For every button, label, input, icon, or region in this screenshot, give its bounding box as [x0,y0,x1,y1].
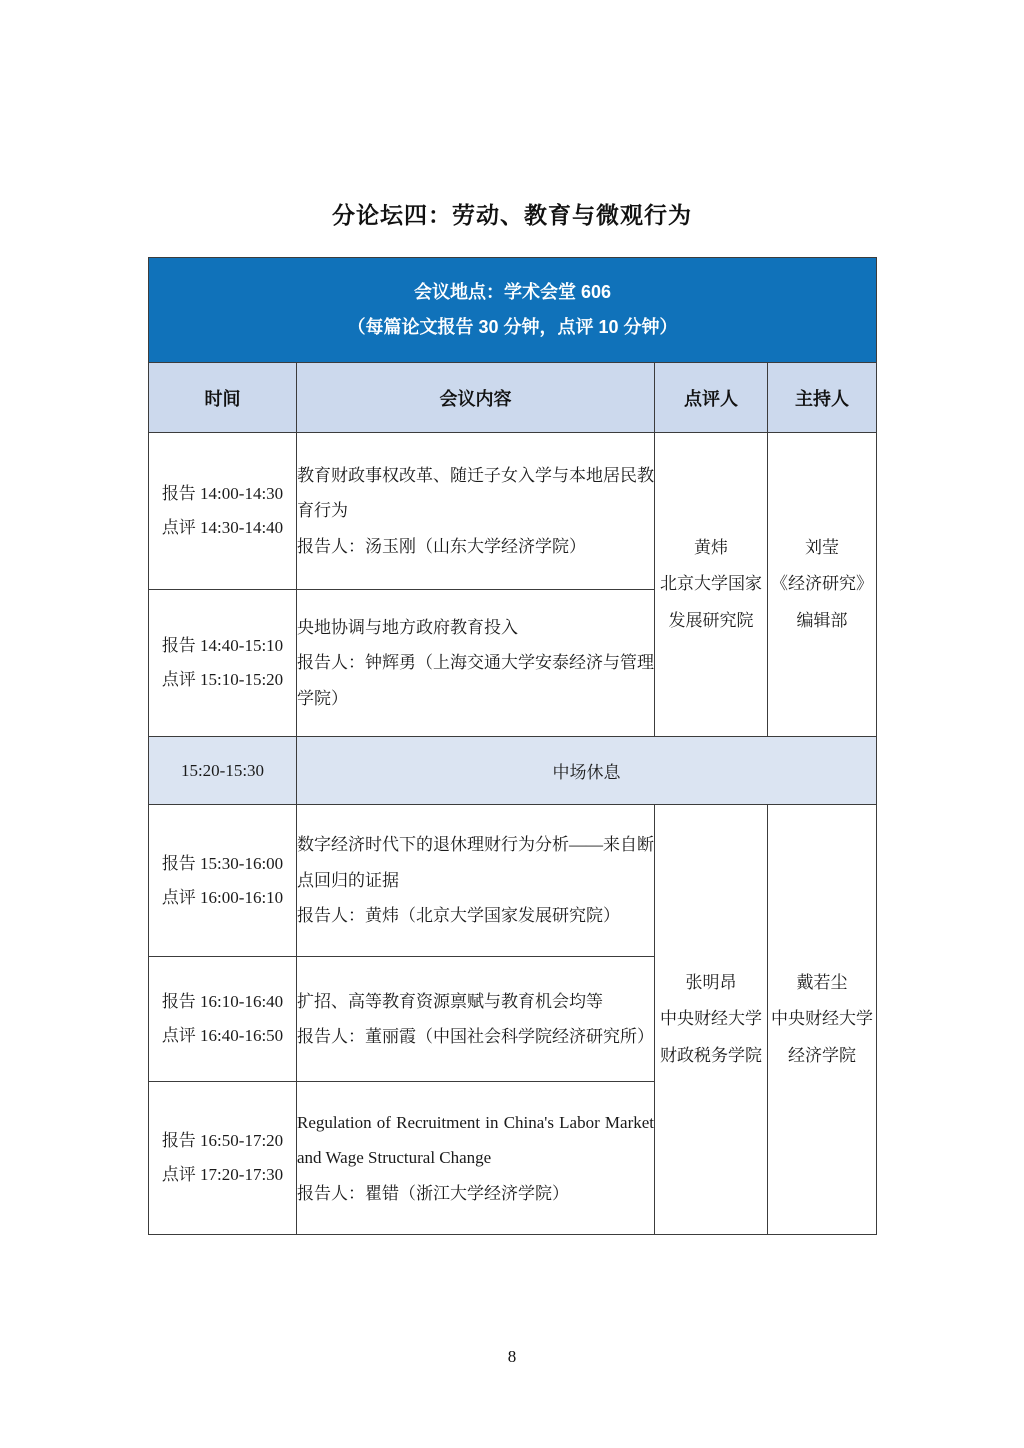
commentator-affiliation: 北京大学国家发展研究院 [660,574,762,630]
report-time: 报告 14:40-15:10 [161,636,284,655]
commentator-affiliation: 中央财经大学财政税务学院 [660,1009,762,1065]
host-name: 戴若尘 [796,973,848,993]
session-content [297,805,655,957]
session-presenter: 报告人：董丽霞（中国社会科学院经济研究所） [297,1027,654,1046]
session-content [297,1082,655,1235]
session-title: 央地协调与地方政府教育投入 [297,617,518,637]
comment-time: 点评 17:20-17:30 [161,1165,284,1184]
comment-time: 点评 15:10-15:20 [161,670,284,689]
report-time: 报告 14:00-14:30 [161,484,284,503]
session-presenter: 报告人：瞿错（浙江大学经济学院） [297,1183,569,1203]
host-affiliation: 中央财经大学经济学院 [771,1009,874,1065]
report-time: 报告 16:50-17:20 [161,1131,284,1150]
session-presenter: 报告人：钟辉勇（上海交通大学安泰经济与管理学院） [297,653,654,708]
session-time [149,1082,297,1235]
report-time: 报告 16:10-16:40 [161,992,284,1011]
break-row [149,737,877,805]
banner-duration: （每篇论文报告 30 分钟，点评 10 分钟） [347,317,678,337]
column-header-host: 主持人 [768,363,877,433]
session-time [149,957,297,1082]
break-time: 15:20-15:30 [149,737,297,805]
session-content [297,957,655,1082]
banner-cell [149,258,877,363]
commentator-name: 黄炜 [694,538,728,558]
session-title: 教育财政事权改革、随迁子女入学与本地居民教育行为 [297,465,654,521]
comment-time: 点评 16:40-16:50 [161,1026,284,1045]
commentator-name: 张明昂 [685,973,737,993]
session-row-3 [149,805,877,957]
comment-time: 点评 16:00-16:10 [161,887,284,907]
session-time [149,590,297,737]
comment-time: 点评 14:30-14:40 [161,518,284,537]
break-label: 中场休息 [297,737,877,805]
host-name: 刘莹 [805,538,840,558]
column-header-commentator: 点评人 [655,363,768,433]
session-time [149,805,297,957]
banner-row [149,258,877,363]
host-cell [768,805,877,1235]
host-affiliation: 《经济研究》编辑部 [771,574,874,630]
schedule-table [148,257,877,1235]
column-header-time: 时间 [149,363,297,433]
session-presenter: 报告人：黄炜（北京大学国家发展研究院） [297,906,620,926]
report-time: 报告 15:30-16:00 [161,853,284,873]
column-header-content: 会议内容 [297,363,655,433]
page-title: 分论坛四：劳动、教育与微观行为 [332,202,692,228]
session-content [297,433,655,590]
session-time [149,433,297,590]
host-cell [768,433,877,737]
session-title: 数字经济时代下的退休理财行为分析——来自断点回归的证据 [297,835,654,890]
column-header-row [149,363,877,433]
session-title: Regulation of Recruitment in China's Labor Market and Wage Structural Change [297,1112,654,1168]
banner-venue: 会议地点：学术会堂 606 [414,281,612,302]
session-title: 扩招、高等教育资源禀赋与教育机会均等 [297,991,603,1011]
session-content [297,590,655,737]
session-row-1 [149,433,877,590]
commentator-cell [655,805,768,1235]
session-presenter: 报告人：汤玉刚（山东大学经济学院） [297,536,586,556]
page-number: 8 [507,1347,517,1366]
commentator-cell [655,433,768,737]
